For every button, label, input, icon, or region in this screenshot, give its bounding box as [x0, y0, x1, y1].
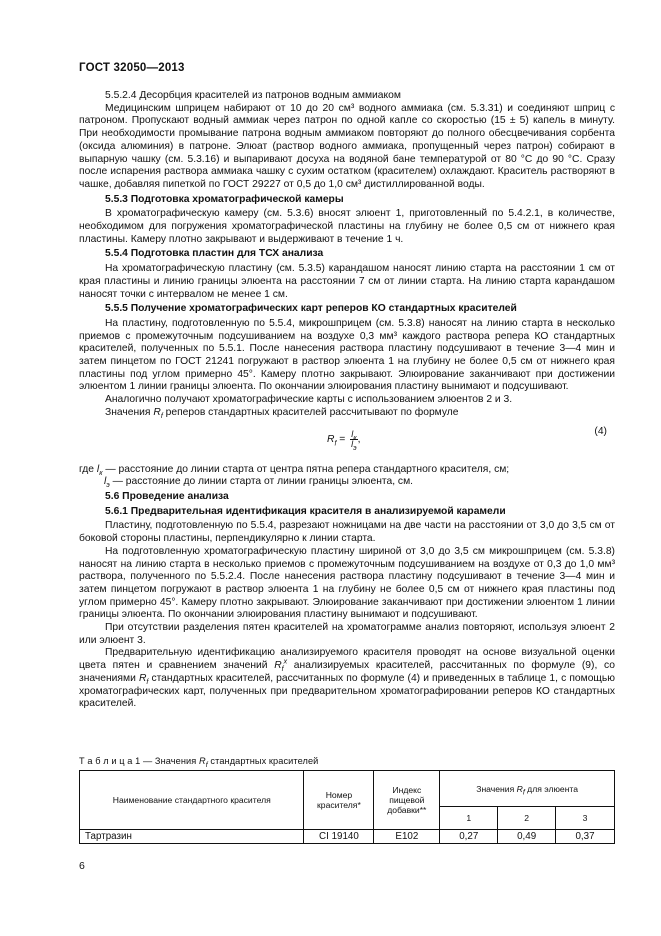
symbol-r: R: [138, 672, 147, 684]
table-header-row: [80, 771, 615, 807]
where-symbol-1: l: [96, 463, 100, 475]
symbol-subscript: f: [160, 412, 163, 420]
where-line-2: [79, 476, 615, 489]
formula-fraction: [350, 428, 357, 452]
caption-text: Т а б л и ц а 1 — Значения: [79, 756, 199, 766]
header-dye-number: Номер красителя*: [304, 771, 374, 830]
text-run: Предварительную идентификацию анализируемого красителя проводят на основе визуальной оценки цвета пятен и сравнением значений: [79, 647, 615, 672]
cell-eluent-2: 0,49: [498, 830, 556, 844]
formula-lhs: R: [327, 433, 335, 445]
formula-comma: ,: [357, 433, 361, 445]
header-symbol: R: [516, 783, 523, 794]
symbol-subscript: f: [146, 678, 149, 686]
section-5-6-heading: 5.6 Проведение анализа: [105, 490, 229, 502]
header-dye-name: Наименование стандартного красителя: [80, 771, 304, 830]
where-text-2: — расстояние до линии старта от линии границы элюента, см.: [109, 476, 414, 488]
numerator-subscript: к: [353, 434, 357, 442]
caption-subscript: f: [205, 761, 208, 769]
where-subscript-1: к: [99, 469, 103, 477]
header-eluent-1: 1: [440, 807, 498, 830]
section-5-5-2-4-paragraph: Медицинским шприцем набирают от 10 до 20 см³ водного аммиака (см. 5.3.31) и соединяют шприц с патроном. Пропускают водный аммиак через патрон по одной капле со скоростью (15 ± 5) капель в минуту. При необходимости промывание патрона водным аммиаком повторяют до полного обесцвечивания сорбента (оксида алюминия) в патроне. Элюат (раствор водного аммиака, пропущенный через патрон) собирают в выпарную чашку (см. 5.3.16) и выпаривают досуха на водяной бане температурой от 80 °С до 90 °С. Сразу после испарения раствора аммиака чашку с сухим остатком (красителем) охлаждают. Краситель растворяют в чашке, добавляя пипеткой по ГОСТ 29227 от 0,5 до 1,0 см³ дистиллированной воды.: [79, 102, 615, 190]
table-row: [80, 830, 615, 844]
text-run: Значения: [105, 406, 154, 418]
symbol-r: R: [153, 406, 161, 418]
cell-food-additive-index: E102: [374, 830, 440, 844]
section-5-6-1-paragraph-3: При отсутствии разделения пятен красителей на хроматограмме анализ повторяют, используя элюент 2 или элюент 3.: [79, 622, 615, 646]
table-1-caption: [79, 756, 319, 769]
cell-dye-number: CI 19140: [304, 830, 374, 844]
section-5-6-1-paragraph-4: [79, 647, 615, 711]
header-rf-values: [440, 771, 615, 807]
where-text-1: — расстояние до линии старта от центра пятна репера стандартного красителя, см;: [102, 463, 510, 475]
header-text-end: для элюента: [524, 783, 579, 794]
section-5-5-5-paragraph-1: На пластину, подготовленную по 5.5.4, микрошприцем (см. 5.3.8) наносят на линию старта в несколько приемов с промежуточным подсушиванием на воздухе 0,3 мм³ каждого раствора репера КО стандартных красителей, полученных по 5.5.1. После нанесения раствора пластину подсушивают в течение 3—4 мин и затем пинцетом по ГОСТ 21241 погружают в раствор элюента 1 на глубину не более 0,5 см от нижнего края пластины под углом примерно 45°. Камеру плотно закрывают. Элюирование заканчивают при достижении элюентом 1 линии границы элюента. По окончании элюирования пластину вынимают и подсушивают.: [79, 317, 615, 393]
header-food-additive-index: Индекс пищевой добавки**: [374, 771, 440, 830]
text-run: реперов стандартных красителей рассчитывают по формуле: [162, 406, 459, 418]
section-5-5-5-heading: 5.5.5 Получение хроматографических карт реперов КО стандартных красителей: [105, 303, 517, 315]
denominator-symbol: l: [351, 438, 354, 449]
where-subscript-2: э: [106, 482, 110, 490]
text-run: анализируемых красителей, рассчитанных по формуле (9), со значениями: [79, 660, 615, 684]
formula-4: [79, 422, 615, 462]
where-prefix: где: [79, 463, 97, 475]
section-5-6-1-paragraph-1: Пластину, подготовленную по 5.5.4, разрезают ножницами на две части на расстоянии от 3,0 до 3,5 см от боковой стороны пластины, перпендикулярно к линии старта.: [79, 520, 615, 545]
section-5-5-4-heading: 5.5.4 Подготовка пластин для ТСХ анализа: [105, 248, 324, 260]
numerator-symbol: l: [351, 428, 354, 439]
formula-number: (4): [594, 425, 607, 437]
section-5-5-3-heading: 5.5.3 Подготовка хроматографической камеры: [105, 193, 344, 205]
section-5-6-1-heading: 5.6.1 Предварительная идентификация красителя в анализируемой карамели: [105, 505, 506, 517]
section-5-5-2-4-heading: 5.5.2.4 Десорбция красителей из патронов водным аммиаком: [105, 90, 401, 101]
cell-dye-name: Тартразин: [80, 830, 304, 844]
header-text: Значения: [476, 783, 517, 794]
document-header: ГОСТ 32050—2013: [79, 62, 185, 74]
symbol-superscript: x: [283, 658, 288, 666]
symbol-subscript: f: [281, 666, 284, 674]
header-eluent-2: 2: [498, 807, 556, 830]
caption-text-end: стандартных красителей: [207, 756, 319, 766]
section-5-5-3-paragraph: В хроматографическую камеру (см. 5.3.6) вносят элюент 1, приготовленный по 5.4.2.1, в количестве, необходимом для погружения хроматографической пластины на глубину не более 0,5 см от нижнего края пластины. Камеру плотно закрывают и выдерживают в течение 1 ч.: [79, 208, 615, 245]
section-5-5-5-paragraph-2: Аналогично получают хроматографические карты с использованием элюентов 2 и 3.: [105, 394, 513, 406]
document-body: [79, 90, 615, 711]
header-eluent-3: 3: [556, 807, 615, 830]
where-line-1: [79, 464, 615, 477]
header-subscript: f: [522, 789, 525, 797]
section-5-5-5-paragraph-3: [79, 407, 615, 420]
caption-symbol: R: [198, 756, 206, 766]
page-number: 6: [79, 860, 85, 872]
denominator-subscript: э: [353, 444, 357, 452]
formula-lhs-subscript: f: [334, 439, 337, 447]
formula-denominator: [350, 438, 357, 452]
formula-expression: [327, 428, 361, 452]
cell-eluent-1: 0,27: [440, 830, 498, 844]
cell-eluent-3: 0,37: [556, 830, 615, 844]
section-5-5-4-paragraph: На хроматографическую пластину (см. 5.3.5) карандашом наносят линию старта на расстоянии 1 см от края пластины и линию границы элюента на расстоянии 7 см от линии старта. На линию старта карандашом наносят точки с интервалом не менее 1 см.: [79, 263, 615, 300]
formula-equals: =: [336, 433, 349, 445]
section-5-6-1-paragraph-2: На подготовленную хроматографическую пластину шириной от 3,0 до 3,5 см микрошприцем (см. 5.3.8) наносят на линию старта в несколько приемов с промежуточным подсушиванием на воздухе от 0,3 до 1,0 мм³ раствора, полученного по 5.5.2.4. После нанесения раствора пластину подсушивают в течение 3—4 мин и затем пинцетом погружают в раствор элюента 1 на глубину не более 0,5 см от нижнего края пластины под углом примерно 45°. Камеру плотно закрывают. Элюирование заканчивают при достижении элюентом 1 линии границы элюента. По окончании элюирования пластину вынимают и подсушивают.: [79, 545, 615, 621]
where-symbol-2: l: [104, 476, 107, 488]
table-1: [79, 770, 615, 844]
text-run: стандартных красителей, рассчитанных по формуле (4) и приведенных в таблице 1, с помощью хроматографических карт, полученных при предварительном хроматографировании реперов КО стандартных красителей.: [79, 672, 615, 710]
symbol-r: R: [274, 660, 282, 672]
